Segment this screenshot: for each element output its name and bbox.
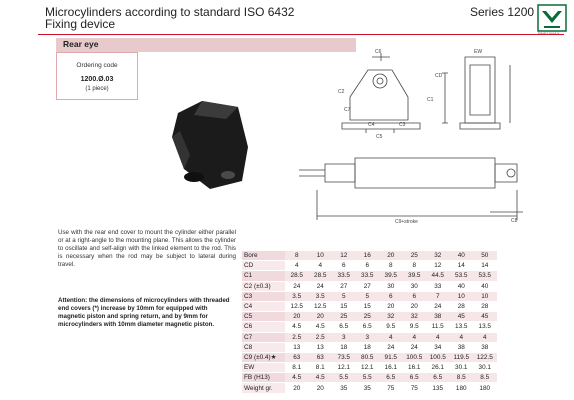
table-row <box>242 352 497 362</box>
table-cell: 40 <box>473 281 497 291</box>
table-cell: 6.5 <box>379 373 403 383</box>
row-label: Bore <box>242 251 285 261</box>
ordering-code-value: 1200.Ø.03 <box>80 76 114 83</box>
table-cell: 20 <box>379 301 403 311</box>
label-c1: C1 <box>427 97 434 103</box>
table-cell: 25 <box>403 251 427 261</box>
table-row <box>242 322 497 332</box>
table-cell: 16 <box>356 251 380 261</box>
table-cell: 7 <box>426 291 450 301</box>
row-label: C2 (±0.3) <box>242 281 285 291</box>
table-cell: 28.5 <box>285 271 309 281</box>
table-cell: 30.1 <box>473 363 497 373</box>
table-cell: 3.5 <box>309 291 333 301</box>
table-cell: 6.5 <box>403 373 427 383</box>
table-row <box>242 281 497 291</box>
table-cell: 25 <box>332 312 356 322</box>
table-cell: 6 <box>332 261 356 271</box>
table-cell: 6 <box>379 291 403 301</box>
table-row <box>242 251 497 261</box>
table-cell: 2.5 <box>309 332 333 342</box>
row-label: C1 <box>242 271 285 281</box>
label-ew: EW <box>474 49 483 55</box>
label-c4: C4 <box>368 122 375 128</box>
row-label: C6 <box>242 322 285 332</box>
table-row <box>242 332 497 342</box>
table-cell: 20 <box>309 312 333 322</box>
table-cell: 4 <box>426 332 450 342</box>
table-row <box>242 291 497 301</box>
table-cell: 26.1 <box>426 363 450 373</box>
table-cell: 20 <box>285 312 309 322</box>
table-cell: 6.5 <box>356 322 380 332</box>
table-cell: 8.1 <box>309 363 333 373</box>
table-cell: 39.5 <box>379 271 403 281</box>
row-label: C7 <box>242 332 285 342</box>
table-cell: 4.5 <box>309 373 333 383</box>
table-cell: 38 <box>426 312 450 322</box>
table-cell: 12 <box>426 261 450 271</box>
row-label: Weight gr. <box>242 383 285 393</box>
table-cell: 35 <box>332 383 356 393</box>
table-cell: 4.5 <box>285 322 309 332</box>
table-cell: 20 <box>403 301 427 311</box>
table-row <box>242 373 497 383</box>
row-label: C5 <box>242 312 285 322</box>
table-row <box>242 261 497 271</box>
table-cell: 3 <box>332 332 356 342</box>
table-cell: 30 <box>379 281 403 291</box>
table-cell: 24 <box>309 281 333 291</box>
table-cell: 5 <box>332 291 356 301</box>
table-cell: 180 <box>473 383 497 393</box>
header-divider <box>38 34 564 35</box>
table-cell: 33 <box>426 281 450 291</box>
table-cell: 4 <box>450 332 474 342</box>
page-header <box>0 0 574 31</box>
table-cell: 28.5 <box>309 271 333 281</box>
row-label: C3 <box>242 291 285 301</box>
table-cell: 14 <box>450 261 474 271</box>
table-cell: 20 <box>309 383 333 393</box>
table-cell: 12.5 <box>285 301 309 311</box>
table-cell: 50 <box>473 251 497 261</box>
ordering-code-title: Ordering code <box>76 62 118 69</box>
table-cell: 12.1 <box>332 363 356 373</box>
section-header-bar <box>56 38 356 52</box>
table-cell: 4 <box>379 332 403 342</box>
page-title: Microcylinders according to standard ISO 6432 <box>45 5 295 19</box>
table-cell: 53.5 <box>450 271 474 281</box>
label-c8: C8 <box>511 218 518 224</box>
table-cell: 15 <box>356 301 380 311</box>
rear-eye-photo <box>150 85 260 195</box>
table-cell: 28 <box>450 301 474 311</box>
table-cell: 180 <box>450 383 474 393</box>
table-cell: 12.1 <box>356 363 380 373</box>
table-cell: 45 <box>473 312 497 322</box>
row-label: CD <box>242 261 285 271</box>
label-c2: C2 <box>338 89 345 95</box>
table-cell: 4.5 <box>309 322 333 332</box>
table-cell: 16.1 <box>379 363 403 373</box>
row-label: FB (H13) <box>242 373 285 383</box>
table-cell: 10 <box>309 251 333 261</box>
table-cell: 75 <box>403 383 427 393</box>
table-cell: 10 <box>473 291 497 301</box>
page-subtitle: Fixing device <box>45 17 116 31</box>
label-c5: C5 <box>376 134 383 140</box>
table-cell: 3 <box>356 332 380 342</box>
table-cell: 24 <box>285 281 309 291</box>
label-c9-stroke: C9+stroke <box>395 219 418 225</box>
row-label: C9 (±0.4)★ <box>242 352 285 362</box>
table-cell: 32 <box>379 312 403 322</box>
table-cell: 9.5 <box>379 322 403 332</box>
table-cell: 16.1 <box>403 363 427 373</box>
table-cell: 27 <box>356 281 380 291</box>
table-cell: 5 <box>356 291 380 301</box>
table-cell: 3.5 <box>285 291 309 301</box>
table-cell: 6.5 <box>426 373 450 383</box>
section-title: Rear eye <box>63 39 99 49</box>
table-row <box>242 342 497 352</box>
table-cell: 18 <box>332 342 356 352</box>
table-cell: 4 <box>403 332 427 342</box>
table-row <box>242 271 497 281</box>
attention-note: Attention: the dimensions of microcylinders with threaded end covers (*) increase by 10mm for equipped with magnetic piston and spring return, and by 9mm for microcylinders with 10mm diameter magnetic piston. <box>58 297 230 329</box>
table-cell: 9.5 <box>403 322 427 332</box>
row-label: C8 <box>242 342 285 352</box>
table-cell: 6 <box>403 291 427 301</box>
table-cell: 24 <box>426 301 450 311</box>
table-cell: 24 <box>379 342 403 352</box>
row-label: C4 <box>242 301 285 311</box>
table-row <box>242 312 497 322</box>
table-cell: 38 <box>450 342 474 352</box>
rear-eye-drawing <box>320 45 545 140</box>
table-cell: 35 <box>356 383 380 393</box>
table-cell: 13.5 <box>450 322 474 332</box>
table-cell: 13.5 <box>473 322 497 332</box>
series-label: Series 1200 <box>470 5 535 19</box>
table-cell: 18 <box>356 342 380 352</box>
table-cell: 13 <box>309 342 333 352</box>
table-cell: 6.5 <box>332 322 356 332</box>
table-cell: 24 <box>403 342 427 352</box>
table-cell: 30.1 <box>450 363 474 373</box>
table-cell: 11.5 <box>426 322 450 332</box>
table-cell: 32 <box>426 251 450 261</box>
table-cell: 8 <box>285 251 309 261</box>
table-cell: 91.5 <box>379 352 403 362</box>
table-cell: 73.5 <box>332 352 356 362</box>
table-cell: 32 <box>403 312 427 322</box>
table-cell: 122.5 <box>473 352 497 362</box>
table-cell: 12 <box>332 251 356 261</box>
dimensions-table <box>242 250 497 393</box>
table-cell: 135 <box>426 383 450 393</box>
table-cell: 53.5 <box>473 271 497 281</box>
table-cell: 15 <box>332 301 356 311</box>
table-cell: 27 <box>332 281 356 291</box>
table-cell: 8 <box>379 261 403 271</box>
table-cell: 45 <box>450 312 474 322</box>
table-cell: 119.5 <box>450 352 474 362</box>
ordering-code-quantity: (1 piece) <box>85 86 109 92</box>
table-cell: 14 <box>473 261 497 271</box>
table-cell: 25 <box>356 312 380 322</box>
table-row <box>242 363 497 373</box>
cylinder-drawing <box>285 150 535 228</box>
table-cell: 13 <box>285 342 309 352</box>
table-cell: 4 <box>473 332 497 342</box>
row-label: EW <box>242 363 285 373</box>
table-cell: 39.5 <box>403 271 427 281</box>
ordering-code-box <box>56 52 138 100</box>
table-cell: 28 <box>473 301 497 311</box>
table-row <box>242 383 497 393</box>
table-cell: 2.5 <box>285 332 309 342</box>
table-cell: 75 <box>379 383 403 393</box>
table-cell: 63 <box>285 352 309 362</box>
table-cell: 4 <box>309 261 333 271</box>
table-cell: 63 <box>309 352 333 362</box>
label-c6: C6 <box>375 49 382 55</box>
table-cell: 40 <box>450 281 474 291</box>
table-cell: 80.5 <box>356 352 380 362</box>
table-cell: 100.5 <box>403 352 427 362</box>
table-cell: 30 <box>403 281 427 291</box>
pneumax-logo <box>536 3 568 33</box>
table-cell: 12.5 <box>309 301 333 311</box>
table-cell: 33.5 <box>332 271 356 281</box>
table-cell: 44.5 <box>426 271 450 281</box>
table-cell: 34 <box>426 342 450 352</box>
table-cell: 38 <box>473 342 497 352</box>
table-row <box>242 301 497 311</box>
table-cell: 40 <box>450 251 474 261</box>
table-cell: 4.5 <box>285 373 309 383</box>
table-cell: 4 <box>285 261 309 271</box>
table-cell: 100.5 <box>426 352 450 362</box>
table-cell: 8.5 <box>450 373 474 383</box>
description-text: Use with the rear end cover to mount the cylinder either parallel or at a right-angle to the mounting plane. This allows the cylinder to oscillate and self-align with the linked element to the rod. This is necessary when the rod may be subject to lateral during travel. <box>58 229 236 269</box>
label-cd: CD <box>435 73 443 79</box>
table-cell: 5.5 <box>356 373 380 383</box>
table-cell: 5.5 <box>332 373 356 383</box>
table-cell: 10 <box>450 291 474 301</box>
table-cell: 6 <box>356 261 380 271</box>
table-cell: 8.1 <box>285 363 309 373</box>
table-cell: 20 <box>285 383 309 393</box>
label-c7: C7 <box>344 107 351 113</box>
table-cell: 20 <box>379 251 403 261</box>
table-cell: 8 <box>403 261 427 271</box>
table-cell: 33.5 <box>356 271 380 281</box>
table-cell: 8.5 <box>473 373 497 383</box>
label-c3: C3 <box>399 122 406 128</box>
